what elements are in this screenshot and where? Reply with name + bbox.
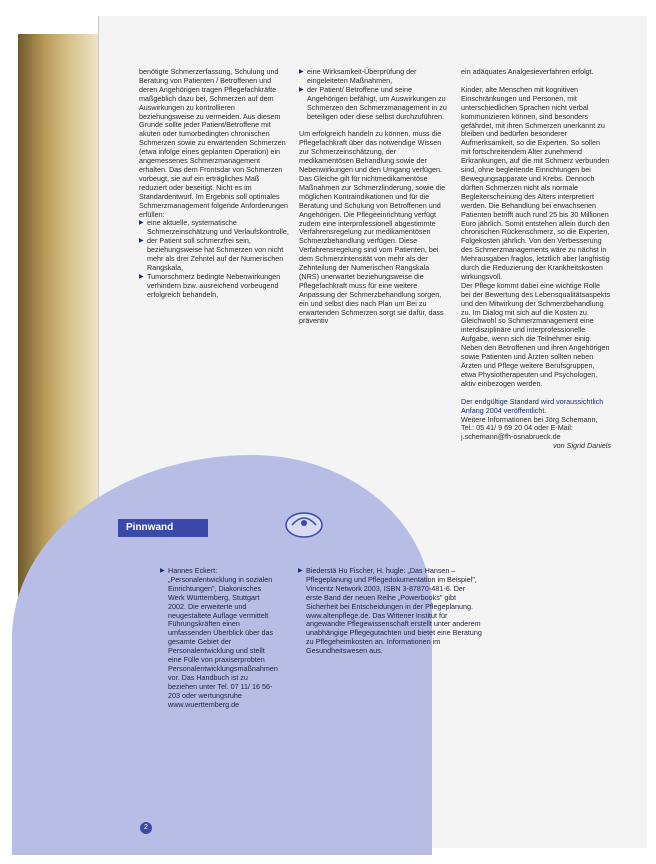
- column-3-paragraph: Kinder, alte Menschen mit kognitiven Einschränkungen und Personen, mit unterschiedlichen Sprachen nicht verbal kommunizieren können, sind besonders gefährdet, mit ihren Schmerzen unerkannt zu bleiben und bedürfen besonderer Aufmerksamkeit, so die Experten. So sollen mit fortschreitendem Alter zunehmend Erkrankungen, auf die mit Schmerz verbunden sind, ohne begleitende Einrichtungen bei Bewegungsapparate und Krebs. Dennoch dürften Schmerzen nicht als normale Begleiterscheinung des Alters interpretiert werden. Die Behandlung bei erwachsenen Patienten betrifft auch rund 25 bis 30 Millionen Euro jährlich. Somit entstehen allein durch den chronischen Rückenschmerz, so die Experten, Folgekosten jährlich. Von den Verbesserung des Schmerzmanagements wäre zu nächst in Mehrausgaben fraglos, letztlich aber langfristig durch die Reduzierung der Krankheitskosten wirkungsvoll.: [461, 84, 610, 281]
- page-number: 2: [140, 822, 152, 834]
- pinnwand-title: Pinnwand: [118, 519, 208, 537]
- pinnwand-entry: ▶ Hannes Eckert: „Personalentwicklung in sozialen Einrichtungen", Diakonisches Werk Württemberg, Stuttgart 2002. Die erweiterte und neugestaltete Auflage vermittelt Führungskräften einen umfassenden Überblick über das gesamte Gebiet der Personalentwicklung und stellt eine Fülle von praxiserprobten Personalentwicklungsmaßnahmen vor. Das Handbuch ist zu beziehen unter Tel. 07 11/ 16 56-203 oder wertungsruhe www.wuerttemberg.de: [160, 567, 278, 710]
- column-3-paragraph: ein adäquates Analgesieverfahren erfolgt.: [461, 67, 594, 76]
- pinnwand-column-2: [298, 567, 483, 656]
- standard-note: Der endgültige Standard wird voraussichtlich Anfang 2004 veröffentlicht.: [461, 396, 604, 415]
- author-signature: von Sigrid Daniels: [553, 441, 611, 451]
- bullet-item: ▶ eine Wirksamkeit-Überprüfung der eingeleiteten Maßnahmen,: [299, 68, 451, 86]
- bullet-item: ▶ Tumorschmerz bedingte Nebenwirkungen verhindern bzw. ausreichend vorbeugend erfolgreich behandeln,: [139, 273, 289, 300]
- text-column-2: [299, 68, 451, 326]
- text-column-3: [461, 68, 611, 451]
- bullet-item: ▶ der Patient/ Betroffene und seine Angehörigen befähigt, um Auswirkungen zu Schmerzen den Schmerzmanagement in zu beteiligen oder diese selbst durchzuführen.: [299, 86, 451, 122]
- bullet-item: ▶ eine aktuelle, systematische Schmerzeinschätzung und Verlaufskontrolle,: [139, 219, 289, 237]
- contact-info: Weitere Informationen bei Jörg Schemann, Tel.: 05 41/ 9 69 20 04 oder E-Mail: j.schemann@fh-osnabrueck.de: [461, 414, 598, 442]
- column-3-paragraph: Der Pflege kommt dabei eine wichtige Rolle bei der Bewertung des Lebensqualitätsaspekts und den Mitwirkung der Schmerzbehandlung zu. Im Dialog mit sich auf die Kosten zu. Gleichwohl so Schmerzmanagement eine interdisziplinäre und interprofessionelle Aufgabe, wenn sich die Teilnehmer einig. Neben den Betroffenen und ihren Angehörigen sowie Patienten und Ärzten sollten neben Ärzten und Pflege weitere Berufsgruppen, etwa Physiotherapeuten und Psychologen, aktiv einbezogen werden.: [461, 280, 611, 388]
- column-2-paragraph: Um erfolgreich handeln zu können, muss die Pflegefachkraft über das notwendige Wissen zur Schmerzeinschätzung, der medikamentösen Behandlung sowie der Nebenwirkungen und den Umgang verfügen. Das Gleiche gilt für nichtmedikamentöse Maßnahmen zur Schmerzlinderung, sowie die möglichen Kontraindikationen und für die Beratung und Schulung von Betroffenen und Angehörigen. Die Pflegeeinrichtung verfügt zudem eine interprofessionell abgestimmte Verfahrensregelung zur medikamentösen Schmerzbehandlung verfügen. Diese Verfahrensregelung sind vom Patienten, bei dem Schmerzintensität von mehr als der Zehnteilung der Numerischen Rangskala (NRS) unerwartet beziehungsweise die Pflegefachkraft muss für eine weitere Anpassung der Schmerzbehandlung sorgen, ein und selbst dies nach Plan um Bei zu erwartenden Schmerzen sorgt sie dafür, dass präventiv: [299, 129, 446, 326]
- pinnwand-entry: ▶ Biederstä Hu Fischer, H. hugle: „Das Hansen – Pflegeplanung und Pflegedokumentation im Beispiel", Vincentz Network 2003, ISBN 3-87870-481-6. Der erste Band der neuen Reihe „Powerbooks" gibt Sicherheit bei Entscheidungen in der Pflegeplanung. www.altenpflege.de. Das Wittener Institut für angewandte Pflegewissenschaft erstellt unter anderem unabhängige Pflegegutachten und bietet eine Beratung zu Pflegeheimkosten an. Informationen im Gesundheitswesen aus.: [298, 567, 483, 656]
- column-1-paragraph: benötigte Schmerzerfassung, Schulung und Beratung von Patienten / Betroffenen und deren Angehörigen tragen Pflegefachkräfte maßgeblich dazu bei, Schmerzen auf dem Auswirkungen zu kontrollieren beziehungsweise zu vermeiden. Aus diesem Grunde sollte jeder Patient/Betroffene mit akuten oder tumorbedingten chronischen Schmerzen sowie zu erwartenden Schmerzen (etwa infolge eines geplanten Operation) ein angemessenes Schmerzmanagement erhalten. Das dem Frontsdar von Schmerzen vorbeugt, sie auf ein erträgliches Maß reduziert oder beseitigt. Nicht es im Standardentwurf. Im Ergebnis soll optimales Schmerzmanagement folgende Anforderungen erfüllen:: [139, 67, 289, 219]
- pushpin-icon: [282, 505, 326, 541]
- text-column-1: [139, 68, 289, 300]
- pinnwand-column-1: [160, 567, 278, 710]
- bullet-item: ▶ der Patient soll schmerzfrei sein, beziehungsweise hat Schmerzen von nicht mehr als drei Zehntel auf der Numerischen Rangskala,: [139, 237, 289, 273]
